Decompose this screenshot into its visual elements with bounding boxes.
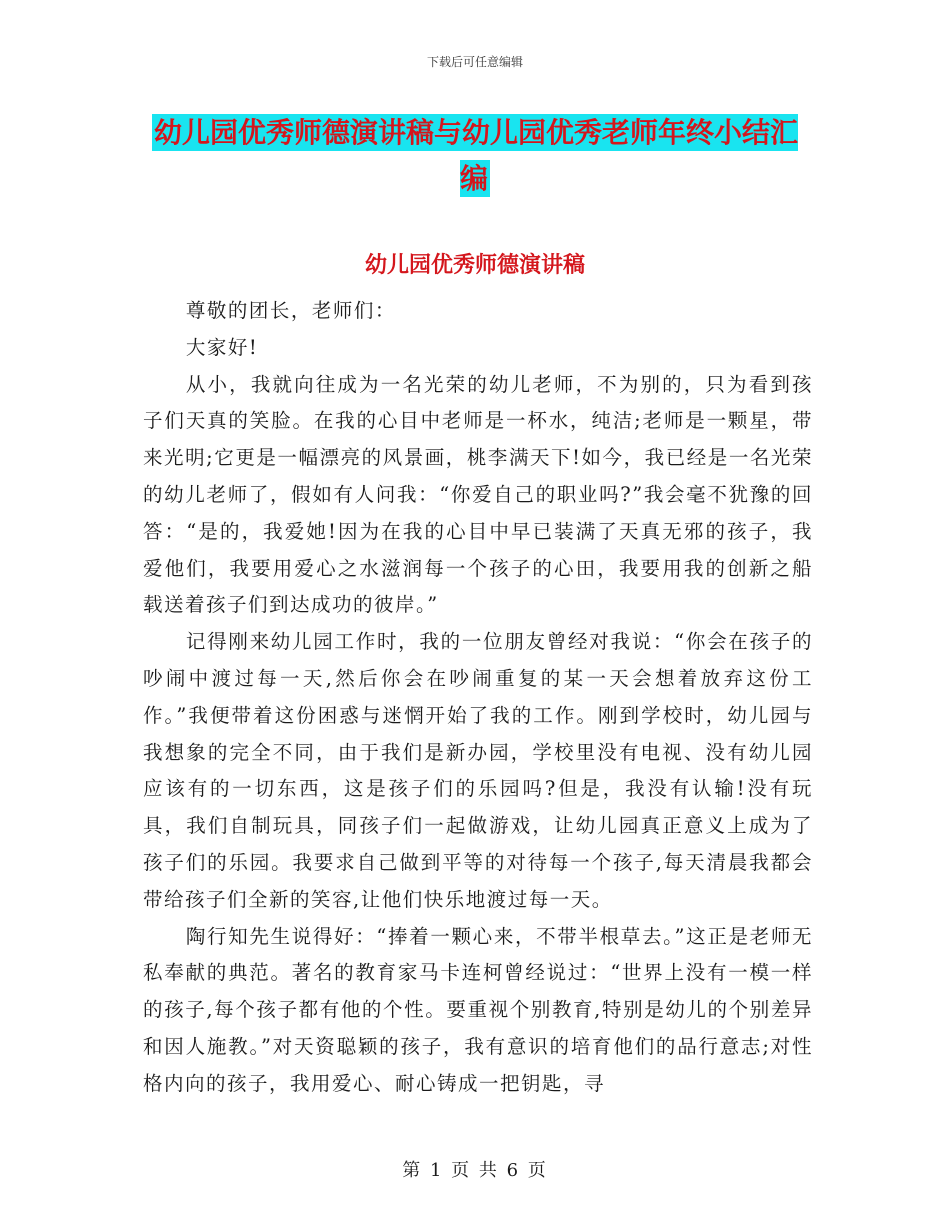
paragraph: 记得刚来幼儿园工作时，我的一位朋友曾经对我说：“你会在孩子的吵闹中渡过每一天,然后你会在吵闹重复的某一天会想着放弃这份工作。”我便带着这份困惑与迷惘开始了我的工作。刚到学校时，幼儿园与我想象的完全不同，由于我们是新办园，学校里没有电视、没有幼儿园应该有的一切东西，这是孩子们的乐园吗?但是，我没有认输!没有玩具，我们自制玩具，同孩子们一起做游戏，让幼儿园真正意义上成为了孩子们的乐园。我要求自己做到平等的对待每一个孩子,每天清晨我都会带给孩子们全新的笑容,让他们快乐地渡过每一天。 [143,630,813,911]
section-title: 幼儿园优秀师德演讲稿 [364,253,585,278]
paragraph-hello: 大家好! [185,335,259,359]
paragraph: 从小，我就向往成为一名光荣的幼儿老师，不为别的，只为看到孩子们天真的笑脸。在我的心目中老师是一杯水，纯洁;老师是一颗星，带来光明;它更是一幅漂亮的风景画，桃李满天下!如今，我已经是一名光荣的幼儿老师了，假如有人问我：“你爱自己的职业吗?”我会毫不犹豫的回答：“是的，我爱她!因为在我的心目中早已装满了天真无邪的孩子，我爱他们，我要用爱心之水滋润每一个孩子的心田，我要用我的创新之船载送着孩子们到达成功的彼岸。” [143,372,813,617]
page-footer: 第 1 页 共 6 页 [402,1160,548,1181]
paragraph: 陶行知先生说得好：“捧着一颗心来，不带半根草去。”这正是老师无私奉献的典范。著名的教育家马卡连柯曾经说过：“世界上没有一模一样的孩子,每个孩子都有他的个性。要重视个别教育,特别是幼儿的个别差异和因人施教。”对天资聪颖的孩子，我有意识的培育他们的品行意志;对性格内向的孩子，我用爱心、耐心铸成一把钥匙，寻 [143,924,813,1095]
header-note: 下载后可任意编辑 [426,55,523,69]
body-text [143,293,813,1103]
paragraph-greeting: 尊敬的团长，老师们： [185,299,396,322]
document-title [150,110,800,202]
document-title-text: 幼儿园优秀师德演讲稿与幼儿园优秀老师年终小结汇编 [153,116,798,195]
